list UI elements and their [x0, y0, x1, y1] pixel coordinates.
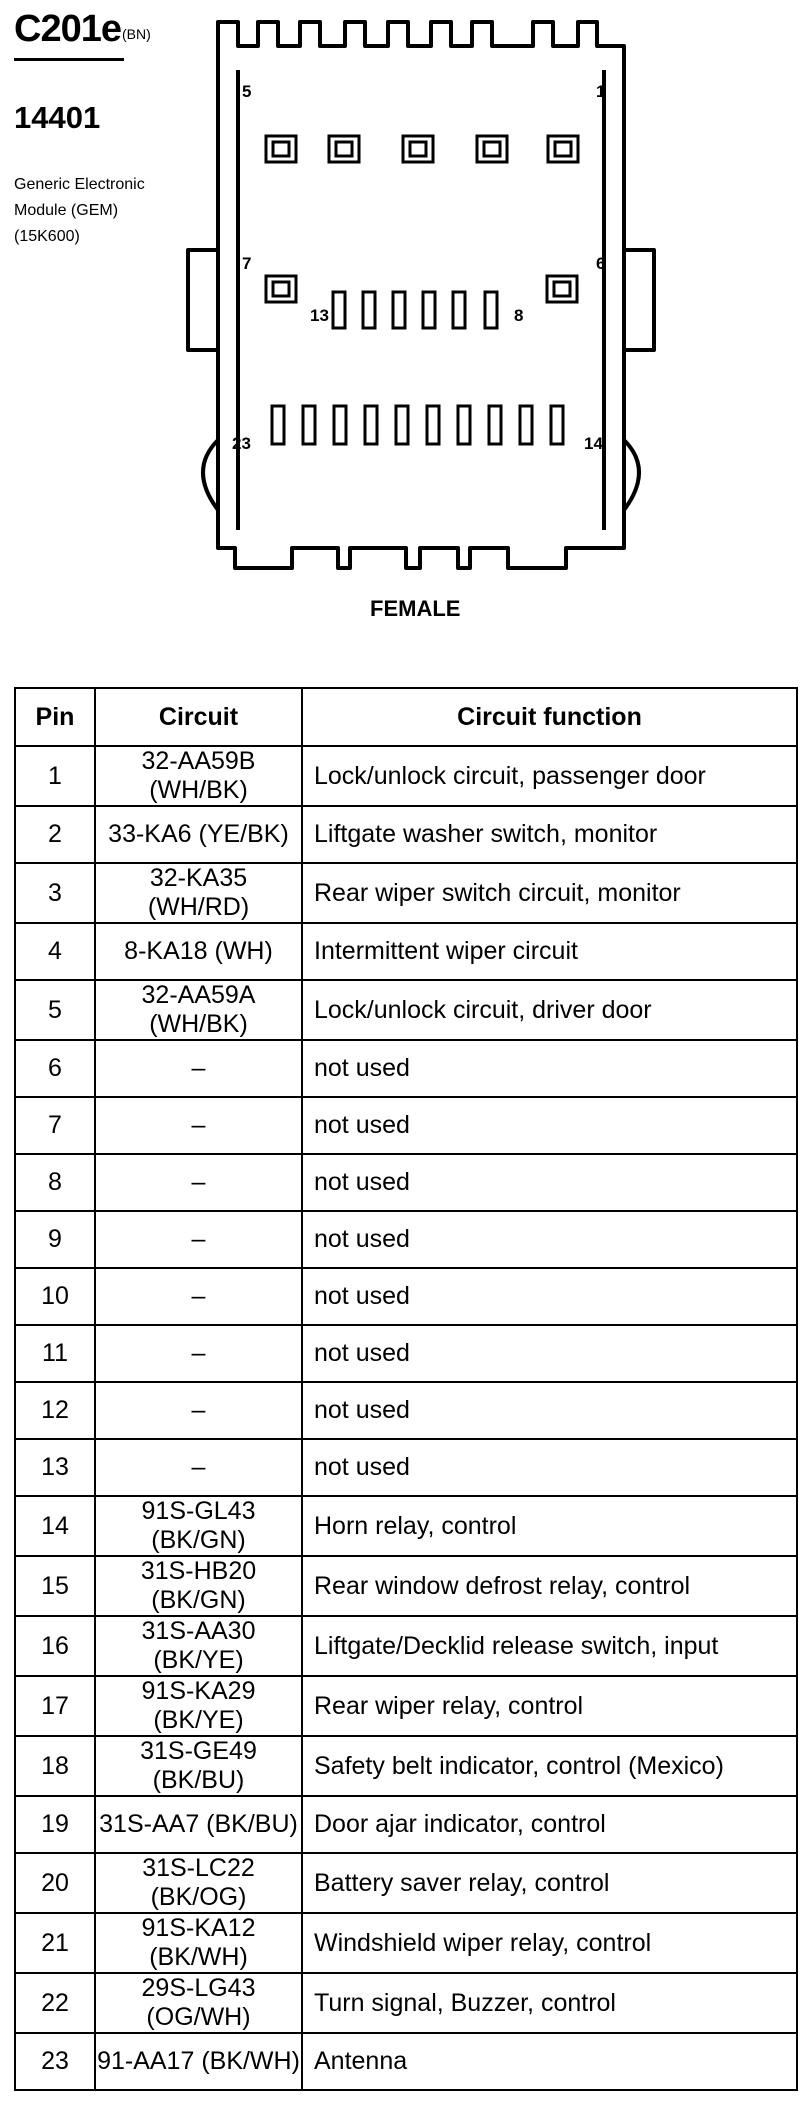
table-row	[15, 1211, 797, 1268]
circuit-cell: –	[95, 1040, 302, 1097]
cavity-square	[548, 136, 578, 162]
cavity-slot	[489, 406, 501, 444]
circuit-cell: 29S-LG43 (OG/WH)	[95, 1973, 302, 2033]
table-row	[15, 1913, 797, 1973]
pin-cell: 3	[15, 863, 95, 923]
circuit-cell: 32-AA59B (WH/BK)	[95, 746, 302, 806]
pin-cell: 20	[15, 1853, 95, 1913]
pin-cell: 13	[15, 1439, 95, 1496]
cavity-square	[266, 276, 296, 302]
pin-cell: 19	[15, 1796, 95, 1853]
cavity-slot	[363, 292, 375, 328]
table-row	[15, 2033, 797, 2090]
pin-cell: 2	[15, 806, 95, 863]
pin-table	[14, 687, 798, 2091]
pin-cell: 17	[15, 1676, 95, 1736]
circuit-function-cell: Liftgate/Decklid release switch, input	[302, 1616, 797, 1676]
cavity-square	[477, 136, 507, 162]
table-row	[15, 1439, 797, 1496]
circuit-cell: –	[95, 1097, 302, 1154]
cavity-slot	[520, 406, 532, 444]
circuit-function-cell: not used	[302, 1325, 797, 1382]
pin-label: 8	[514, 306, 524, 325]
circuit-function-cell: not used	[302, 1268, 797, 1325]
circuit-cell: 32-AA59A (WH/BK)	[95, 980, 302, 1040]
table-row	[15, 863, 797, 923]
cavity-square	[266, 136, 296, 162]
pin-cell: 15	[15, 1556, 95, 1616]
pin-cell: 5	[15, 980, 95, 1040]
pin-cell: 18	[15, 1736, 95, 1796]
circuit-cell: –	[95, 1325, 302, 1382]
circuit-cell: 91S-KA29 (BK/YE)	[95, 1676, 302, 1736]
connector-face-diagram	[0, 0, 809, 680]
table-row	[15, 1097, 797, 1154]
table-row	[15, 1796, 797, 1853]
cavity-square	[403, 136, 433, 162]
circuit-function-cell: Lock/unlock circuit, driver door	[302, 980, 797, 1040]
column-header-pin: Pin	[15, 688, 95, 746]
module-description-line: (15K600)	[14, 228, 80, 245]
circuit-cell: –	[95, 1268, 302, 1325]
column-header-circuit-function: Circuit function	[302, 688, 797, 746]
circuit-cell: 31S-LC22 (BK/OG)	[95, 1853, 302, 1913]
cavity-slot	[396, 406, 408, 444]
pin-label: 23	[232, 434, 251, 453]
part-number: 14401	[14, 100, 101, 135]
table-header-row	[15, 688, 797, 746]
cavity-slot	[303, 406, 315, 444]
cavity-slot	[458, 406, 470, 444]
circuit-cell: –	[95, 1211, 302, 1268]
table-row	[15, 1616, 797, 1676]
table-row	[15, 1676, 797, 1736]
table-row	[15, 1556, 797, 1616]
pin-label: 13	[310, 306, 329, 325]
pin-cavities	[266, 136, 578, 444]
circuit-function-cell: not used	[302, 1382, 797, 1439]
circuit-cell: 31S-AA7 (BK/BU)	[95, 1796, 302, 1853]
circuit-function-cell: Lock/unlock circuit, passenger door	[302, 746, 797, 806]
pin-cell: 22	[15, 1973, 95, 2033]
circuit-function-cell: not used	[302, 1439, 797, 1496]
pin-label: 7	[242, 254, 252, 273]
circuit-function-cell: not used	[302, 1154, 797, 1211]
table-row	[15, 1040, 797, 1097]
pin-cell: 7	[15, 1097, 95, 1154]
pin-cell: 6	[15, 1040, 95, 1097]
pin-cell: 10	[15, 1268, 95, 1325]
table-row	[15, 923, 797, 980]
circuit-function-cell: not used	[302, 1097, 797, 1154]
connector-side-ear-left	[188, 250, 218, 350]
circuit-function-cell: not used	[302, 1040, 797, 1097]
column-header-circuit: Circuit	[95, 688, 302, 746]
cavity-slot	[423, 292, 435, 328]
cavity-square	[547, 276, 577, 302]
module-description-line: Generic Electronic	[14, 176, 145, 193]
cavity-slot	[334, 406, 346, 444]
circuit-function-cell: Rear window defrost relay, control	[302, 1556, 797, 1616]
circuit-function-cell: Door ajar indicator, control	[302, 1796, 797, 1853]
circuit-function-cell: Horn relay, control	[302, 1496, 797, 1556]
pin-label: 14	[584, 434, 603, 453]
table-row	[15, 1382, 797, 1439]
cavity-slot	[485, 292, 497, 328]
circuit-cell: 91S-KA12 (BK/WH)	[95, 1913, 302, 1973]
table-row	[15, 1973, 797, 2033]
cavity-slot	[551, 406, 563, 444]
pin-cell: 12	[15, 1382, 95, 1439]
table-row	[15, 1496, 797, 1556]
cavity-slot	[453, 292, 465, 328]
pin-cell: 21	[15, 1913, 95, 1973]
pin-label: 6	[596, 254, 606, 273]
circuit-cell: 32-KA35 (WH/RD)	[95, 863, 302, 923]
pin-cell: 8	[15, 1154, 95, 1211]
circuit-function-cell: Battery saver relay, control	[302, 1853, 797, 1913]
circuit-cell: 91S-GL43 (BK/GN)	[95, 1496, 302, 1556]
circuit-cell: 31S-AA30 (BK/YE)	[95, 1616, 302, 1676]
circuit-function-cell: Intermittent wiper circuit	[302, 923, 797, 980]
circuit-cell: –	[95, 1382, 302, 1439]
connector-side-bump-left	[203, 440, 218, 510]
pin-label: 5	[242, 82, 252, 101]
module-description-line: Module (GEM)	[14, 202, 119, 219]
circuit-cell: –	[95, 1154, 302, 1211]
circuit-function-cell: Rear wiper switch circuit, monitor	[302, 863, 797, 923]
pin-cell: 14	[15, 1496, 95, 1556]
table-row	[15, 1268, 797, 1325]
circuit-function-cell: Safety belt indicator, control (Mexico)	[302, 1736, 797, 1796]
table-row	[15, 746, 797, 806]
connector-gender-label: FEMALE	[370, 596, 461, 621]
circuit-cell: 31S-HB20 (BK/GN)	[95, 1556, 302, 1616]
pin-cell: 11	[15, 1325, 95, 1382]
table-row	[15, 1325, 797, 1382]
table-row	[15, 1736, 797, 1796]
connector-side-bump-right	[624, 440, 639, 510]
table-row	[15, 1853, 797, 1913]
circuit-cell: –	[95, 1439, 302, 1496]
table-row	[15, 980, 797, 1040]
cavity-slot	[333, 292, 345, 328]
cavity-slot	[272, 406, 284, 444]
circuit-function-cell: Turn signal, Buzzer, control	[302, 1973, 797, 2033]
circuit-cell: 91-AA17 (BK/WH)	[95, 2033, 302, 2090]
circuit-function-cell: Rear wiper relay, control	[302, 1676, 797, 1736]
circuit-function-cell: Windshield wiper relay, control	[302, 1913, 797, 1973]
circuit-function-cell: Antenna	[302, 2033, 797, 2090]
pin-cell: 4	[15, 923, 95, 980]
pin-cell: 23	[15, 2033, 95, 2090]
table-row	[15, 1154, 797, 1211]
circuit-function-cell: Liftgate washer switch, monitor	[302, 806, 797, 863]
circuit-function-cell: not used	[302, 1211, 797, 1268]
connector-color-code: (BN)	[122, 26, 151, 42]
cavity-slot	[365, 406, 377, 444]
cavity-square	[329, 136, 359, 162]
pin-label: 1	[596, 82, 606, 101]
pin-cell: 16	[15, 1616, 95, 1676]
table-row	[15, 806, 797, 863]
circuit-cell: 8-KA18 (WH)	[95, 923, 302, 980]
connector-side-ear-right	[624, 250, 654, 350]
cavity-slot	[393, 292, 405, 328]
pin-cell: 9	[15, 1211, 95, 1268]
circuit-cell: 33-KA6 (YE/BK)	[95, 806, 302, 863]
cavity-slot	[427, 406, 439, 444]
pin-table-body	[15, 746, 797, 2090]
connector-id: C201e	[14, 8, 121, 50]
pin-cell: 1	[15, 746, 95, 806]
circuit-cell: 31S-GE49 (BK/BU)	[95, 1736, 302, 1796]
